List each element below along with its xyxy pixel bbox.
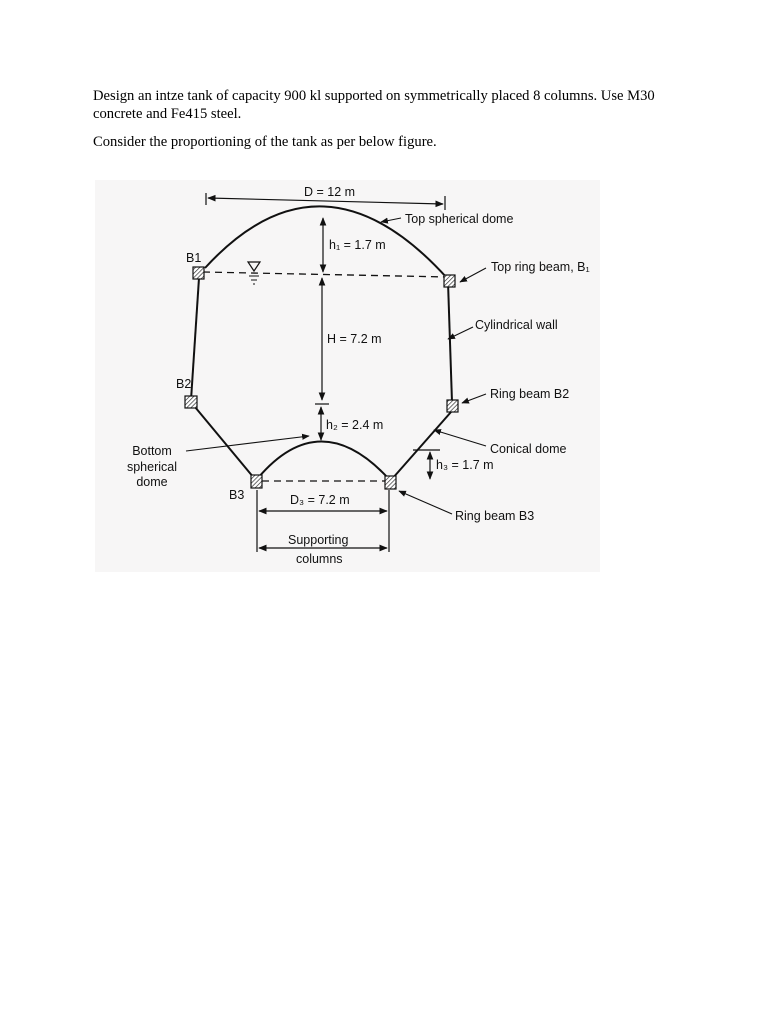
dimension-d3-label: D₃ = 7.2 m — [290, 493, 350, 507]
label-b1: B1 — [186, 251, 202, 265]
label-b3: B3 — [229, 488, 245, 502]
conical-dome-label: Conical dome — [490, 442, 567, 456]
ring-beam-b1-right — [444, 275, 455, 287]
supporting-columns-label-1: Supporting — [288, 533, 349, 547]
ring-beam-b2-left — [185, 396, 197, 408]
bottom-dome-label-1: Bottom — [132, 444, 172, 458]
top-spherical-dome-label: Top spherical dome — [405, 212, 514, 226]
ring-beam-b2-label: Ring beam B2 — [490, 387, 570, 401]
cylindrical-wall-label: Cylindrical wall — [475, 318, 558, 332]
ring-beam-b1-left — [193, 267, 204, 279]
ring-beam-b3-right — [385, 476, 396, 489]
label-b2: B2 — [176, 377, 192, 391]
top-ring-beam-label: Top ring beam, B₁ — [491, 260, 590, 274]
supporting-columns-label-2: columns — [296, 552, 343, 566]
dimension-h2-label: h₂ = 2.4 m — [326, 418, 384, 432]
ring-beam-b3-label: Ring beam B3 — [455, 509, 535, 523]
dimension-h-label: H = 7.2 m — [327, 332, 382, 346]
dimension-d-label: D = 12 m — [304, 185, 356, 199]
bottom-dome-label-3: dome — [136, 475, 168, 489]
dimension-h1-label: h₁ = 1.7 m — [329, 238, 386, 252]
dimension-h3-label: h₃ = 1.7 m — [436, 458, 494, 472]
figure-instruction: Consider the proportioning of the tank as per below figure. — [93, 134, 437, 150]
problem-statement: Design an intze tank of capacity 900 kl supported on symmetrically placed 8 columns. Use M30 concrete and Fe415 steel. — [93, 88, 655, 122]
ring-beam-b3-left — [251, 475, 262, 488]
bottom-dome-label-2: spherical — [126, 460, 178, 474]
ring-beam-b2-right — [447, 400, 458, 412]
intze-tank-figure — [93, 178, 605, 576]
